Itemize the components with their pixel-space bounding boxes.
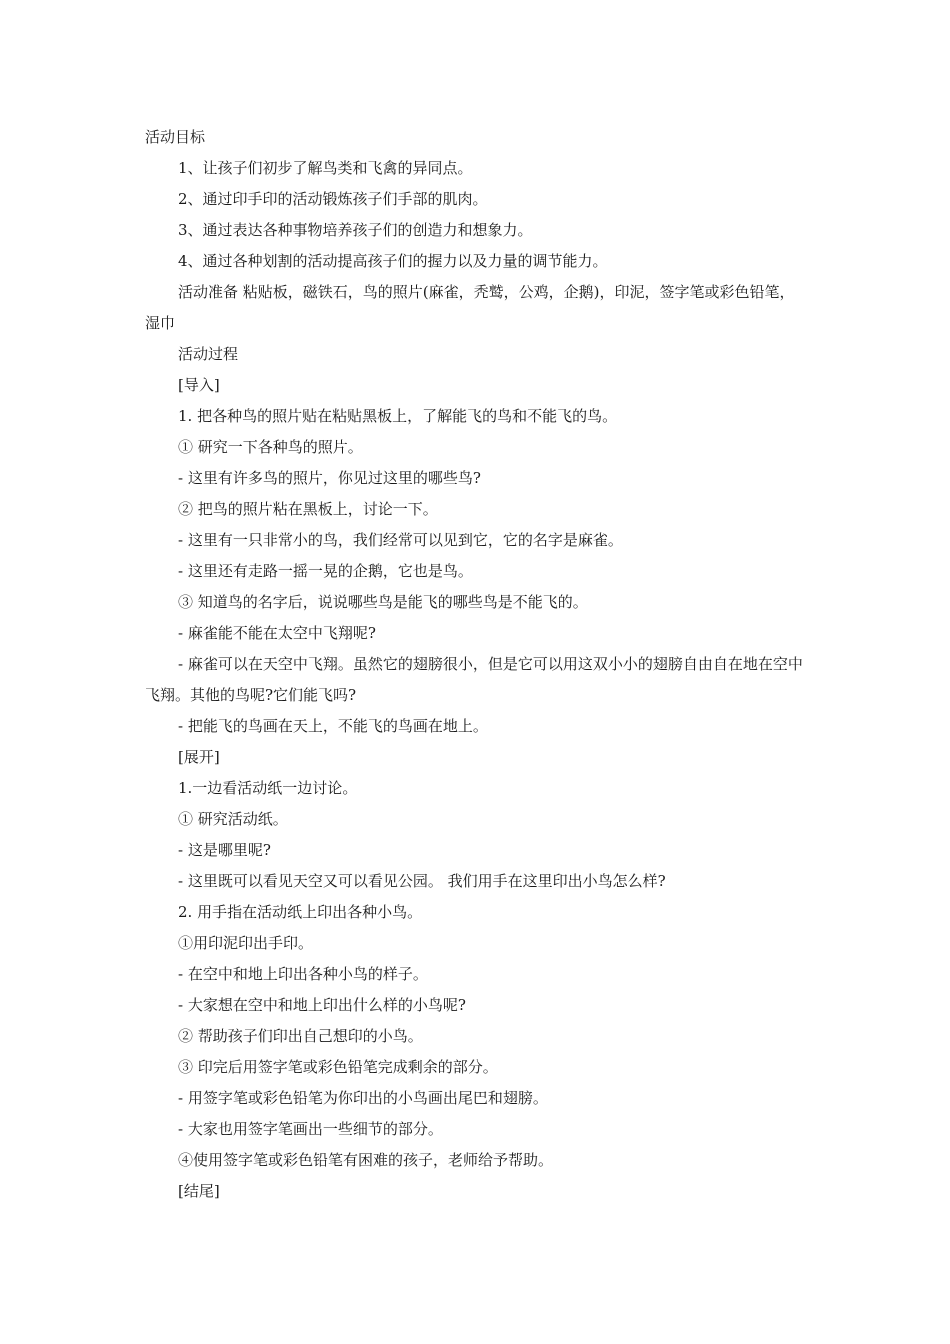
intro-line: - 这里还有走路一摇一晃的企鹅，它也是鸟。: [178, 562, 473, 580]
expand-line: ① 研究活动纸。: [178, 810, 288, 828]
expand-line: - 大家也用签字笔画出一些细节的部分。: [178, 1120, 443, 1138]
expand-line: ② 帮助孩子们印出自己想印的小鸟。: [178, 1027, 423, 1045]
expand-line: - 大家想在空中和地上印出什么样的小鸟呢?: [178, 996, 466, 1014]
subsection-heading-ending: [结尾]: [178, 1182, 220, 1200]
expand-line: ③ 印完后用签字笔或彩色铅笔完成剩余的部分。: [178, 1058, 498, 1076]
expand-line: 2. 用手指在活动纸上印出各种小鸟。: [178, 903, 423, 921]
intro-line: ③ 知道鸟的名字后，说说哪些鸟是能飞的哪些鸟是不能飞的。: [178, 593, 588, 611]
subsection-heading-expand: [展开]: [178, 748, 220, 766]
goal-item: 4、通过各种划割的活动提高孩子们的握力以及力量的调节能力。: [178, 252, 608, 270]
expand-line: ④使用签字笔或彩色铅笔有困难的孩子，老师给予帮助。: [178, 1151, 554, 1169]
expand-line: - 在空中和地上印出各种小鸟的样子。: [178, 965, 428, 983]
intro-line: - 麻雀能不能在太空中飞翔呢?: [178, 624, 376, 642]
section-heading-process: 活动过程: [178, 345, 239, 363]
intro-line: ① 研究一下各种鸟的照片。: [178, 438, 363, 456]
section-heading-goals: 活动目标: [145, 128, 206, 146]
document-body: [145, 122, 805, 1207]
goal-item: 3、通过表达各种事物培养孩子们的创造力和想象力。: [178, 221, 533, 239]
intro-line: - 这里有一只非常小的鸟，我们经常可以见到它，它的名字是麻雀。: [178, 531, 623, 549]
expand-line: - 这是哪里呢?: [178, 841, 271, 859]
expand-line: - 这里既可以看见天空又可以看见公园。 我们用手在这里印出小鸟怎么样?: [178, 872, 666, 890]
preparation-paragraph: 活动准备 粘贴板，磁铁石，鸟的照片(麻雀，秃鹫，公鸡，企鹅)，印泥，签字笔或彩色铅笔，湿巾: [145, 283, 795, 332]
intro-long-paragraph: - 麻雀可以在天空中飞翔。虽然它的翅膀很小，但是它可以用这双小小的翅膀自由自在地在空中飞翔。其他的鸟呢?它们能飞吗?: [145, 655, 803, 704]
expand-line: 1.一边看活动纸一边讨论。: [178, 779, 358, 797]
intro-line: - 这里有许多鸟的照片，你见过这里的哪些鸟?: [178, 469, 481, 487]
intro-line: 1. 把各种鸟的照片贴在粘贴黑板上，了解能飞的鸟和不能飞的鸟。: [178, 407, 618, 425]
intro-line: ② 把鸟的照片粘在黑板上，讨论一下。: [178, 500, 438, 518]
goal-item: 1、让孩子们初步了解鸟类和飞禽的异同点。: [178, 159, 473, 177]
intro-line: - 把能飞的鸟画在天上，不能飞的鸟画在地上。: [178, 717, 488, 735]
subsection-heading-intro: [导入]: [178, 376, 220, 394]
goal-item: 2、通过印手印的活动锻炼孩子们手部的肌肉。: [178, 190, 488, 208]
expand-line: ①用印泥印出手印。: [178, 934, 314, 952]
expand-line: - 用签字笔或彩色铅笔为你印出的小鸟画出尾巴和翅膀。: [178, 1089, 548, 1107]
